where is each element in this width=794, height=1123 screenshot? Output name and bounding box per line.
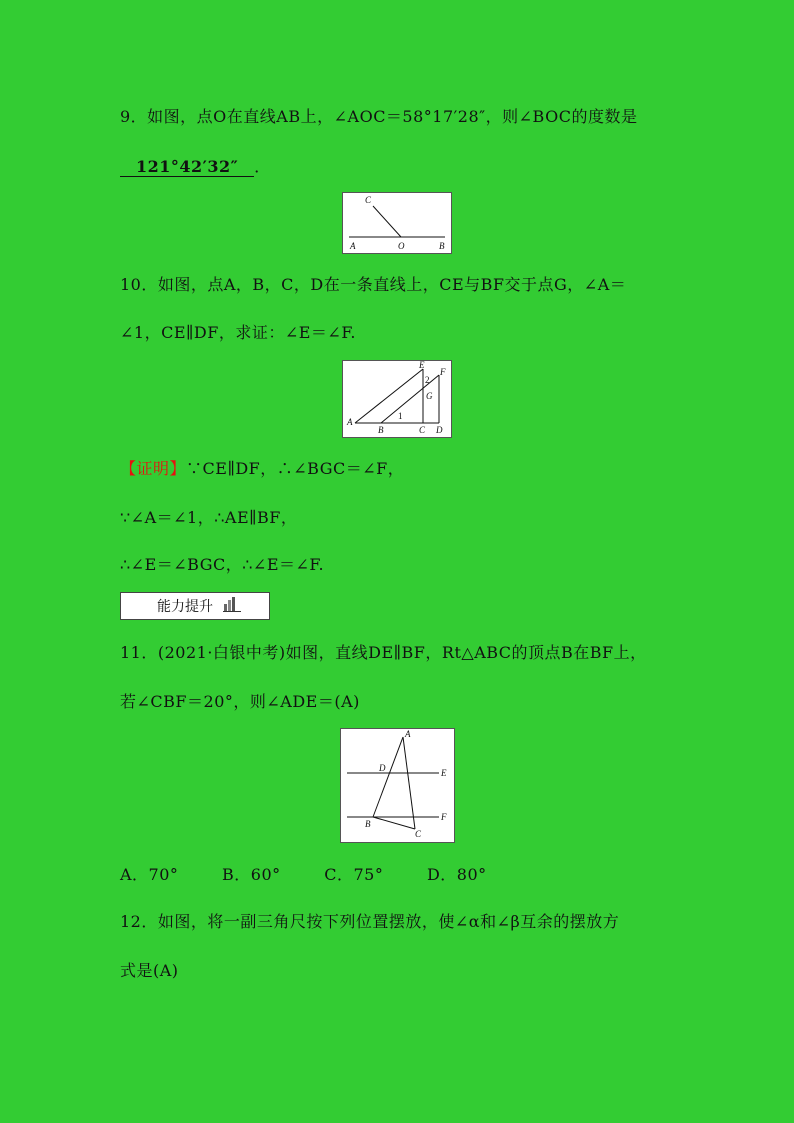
q10-label-1: 1 bbox=[398, 411, 403, 421]
q10-label-c: C bbox=[419, 425, 426, 435]
q9-line1: 9．如图，点O在直线AB上，∠AOC＝58°17′28″，则∠BOC的度数是 bbox=[120, 107, 638, 126]
proof-tag: 【证明】 bbox=[120, 459, 187, 478]
q10-label-d: D bbox=[436, 425, 443, 435]
q10-label-e: E bbox=[419, 361, 425, 370]
q9-label-a: A bbox=[350, 241, 356, 251]
section-label: 能力提升 bbox=[157, 599, 213, 615]
q9-end: ． bbox=[254, 157, 271, 176]
q11-option-a: A．70° bbox=[120, 865, 179, 884]
q11-line1: 11．(2021·白银中考)如图，直线DE∥BF，Rt△ABC的顶点B在BF上， bbox=[120, 643, 647, 662]
bar-chart-icon bbox=[223, 596, 241, 616]
q9-figure bbox=[342, 192, 452, 254]
q10-line2: ∠1，CE∥DF，求证：∠E＝∠F. bbox=[120, 323, 357, 342]
q9-label-b: B bbox=[439, 241, 445, 251]
q10-figure bbox=[342, 360, 452, 438]
q11-option-d: D．80° bbox=[426, 865, 487, 884]
q11-label-d: D bbox=[379, 763, 386, 773]
q9-answer-line bbox=[120, 154, 271, 177]
q11-options bbox=[120, 862, 525, 885]
q10-label-g: G bbox=[426, 391, 433, 401]
q12-line2: 式是(A) bbox=[120, 961, 179, 980]
q10-proof-line1 bbox=[120, 456, 404, 479]
q11-label-e: E bbox=[441, 768, 447, 778]
q10-label-f: F bbox=[440, 367, 446, 377]
q11-option-c: C．75° bbox=[324, 865, 384, 884]
q12-line1: 12．如图，将一副三角尺按下列位置摆放，使∠α和∠β互余的摆放方 bbox=[120, 912, 620, 931]
q10-label-b: B bbox=[378, 425, 384, 435]
q10-label-a: A bbox=[347, 417, 353, 427]
q11-label-b: B bbox=[365, 819, 371, 829]
q9-label-c: C bbox=[365, 195, 372, 205]
q11-figure bbox=[340, 728, 455, 843]
q10-line1: 10．如图，点A，B，C，D在一条直线上，CE与BF交于点G，∠A＝ bbox=[120, 275, 627, 294]
q11-label-a: A bbox=[405, 729, 411, 739]
section-badge bbox=[120, 592, 270, 620]
q10-proof-line2: ∵∠A＝∠1，∴AE∥BF， bbox=[120, 508, 298, 527]
q9-label-o: O bbox=[398, 241, 405, 251]
q11-label-f: F bbox=[441, 812, 447, 822]
proof-text-1: ∵CE∥DF，∴∠BGC＝∠F， bbox=[186, 459, 405, 478]
q9-answer: 121°42′32″ bbox=[120, 157, 254, 177]
q11-label-c: C bbox=[415, 829, 422, 839]
q11-line2: 若∠CBF＝20°，则∠ADE＝(A) bbox=[120, 692, 360, 711]
q10-proof-line3: ∴∠E＝∠BGC，∴∠E＝∠F. bbox=[120, 555, 325, 574]
q11-option-b: B．60° bbox=[222, 865, 281, 884]
q10-label-2: 2 bbox=[425, 375, 430, 385]
